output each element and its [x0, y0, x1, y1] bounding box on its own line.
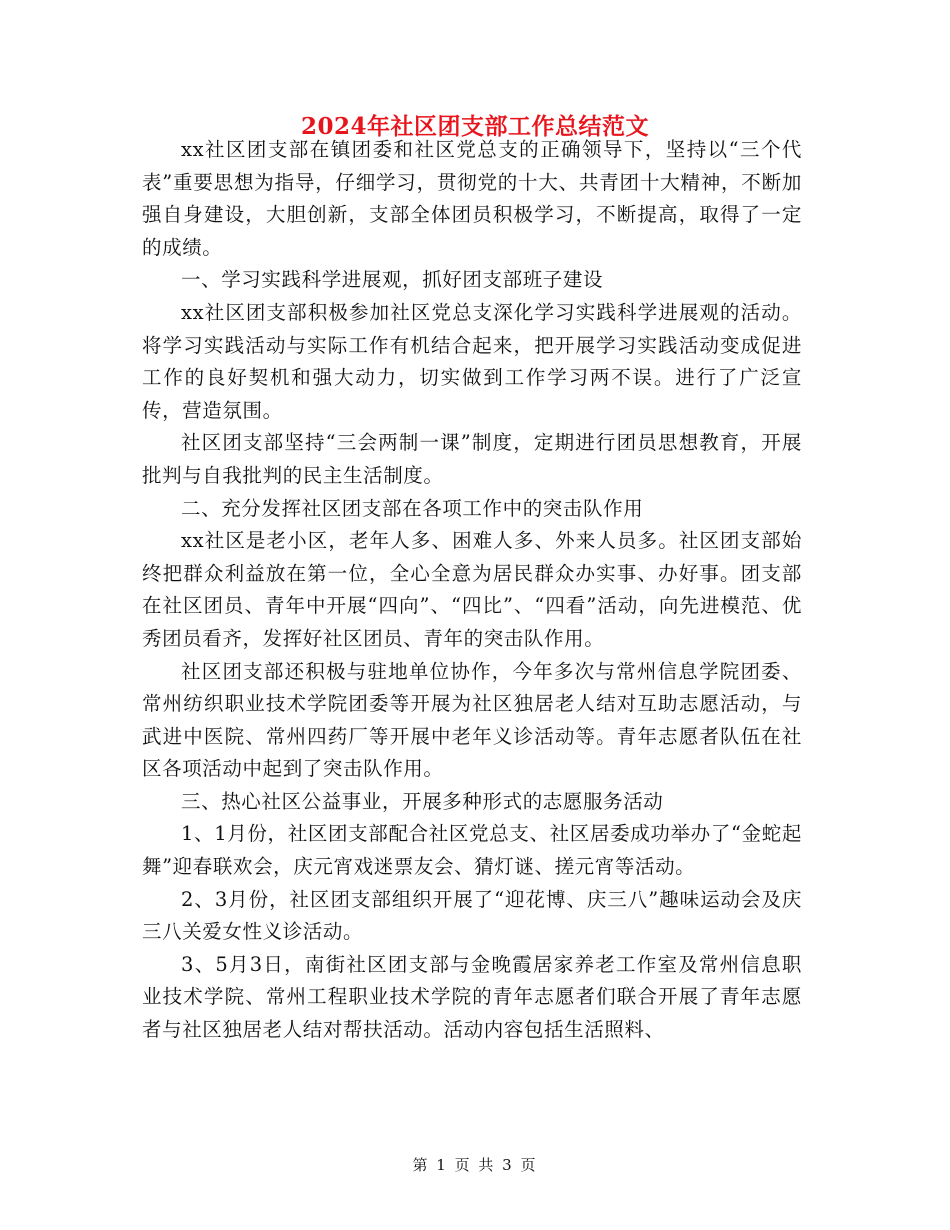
- document-body: [142, 134, 802, 1047]
- page-footer: 第 1 页 共 3 页: [412, 1156, 538, 1174]
- section-heading-1: 一、学习实践科学进展观，抓好团支部班子建设: [181, 268, 604, 292]
- paragraph-system: 社区团支部坚持“三会两制一课”制度，定期进行团员思想教育，开展批判与自我批判的民主生活制度。: [142, 431, 802, 487]
- list-item-3: 3、5月3日，南街社区团支部与金晚霞居家养老工作室及常州信息职业技术学院、常州工程职业技术学院的青年志愿者们联合开展了青年志愿者与社区独居老人结对帮扶活动。活动内容包括生活照料、: [142, 952, 802, 1042]
- list-item-1: 1、1月份，社区团支部配合社区党总支、社区居委成功举办了“金蛇起舞”迎春联欢会，庆元宵戏迷票友会、猜灯谜、搓元宵等活动。: [142, 822, 802, 879]
- section-heading-3: 三、热心社区公益事业，开展多种形式的志愿服务活动: [181, 789, 664, 813]
- list-item-2: 2、3月份，社区团支部组织开展了“迎花博、庆三八”趣味运动会及庆三八关爱女性义诊活动。: [142, 887, 802, 944]
- paragraph-cooperation: 社区团支部还积极与驻地单位协作，今年多次与常州信息学院团委、常州纺织职业技术学院团委等开展为社区独居老人结对互助志愿活动，与武进中医院、常州四药厂等开展中老年义诊活动等。青年志愿者队伍在社区各项活动中起到了突击队作用。: [142, 659, 802, 781]
- document-title: 2024年社区团支部工作总结范文: [300, 113, 649, 140]
- paragraph-community: xx社区是老小区，老年人多、困难人多、外来人员多。社区团支部始终把群众利益放在第一位，全心全意为居民群众办实事、办好事。团支部在社区团员、青年中开展“四向”、“四比”、“四看”活动，向先进模范、优秀团员看齐，发挥好社区团员、青年的突击队作用。: [142, 529, 802, 650]
- paragraph-study-practice: xx社区团支部积极参加社区党总支深化学习实践科学进展观的活动。将学习实践活动与实际工作有机结合起来，把开展学习实践活动变成促进工作的良好契机和强大动力，切实做到工作学习两不误。进行了广泛宣传，营造氛围。: [142, 300, 802, 422]
- section-heading-2: 二、充分发挥社区团支部在各项工作中的突击队作用: [181, 496, 644, 520]
- paragraph-intro: xx社区团支部在镇团委和社区党总支的正确领导下，坚持以“三个代表”重要思想为指导，仔细学习，贯彻党的十大、共青团十大精神，不断加强自身建设，大胆创新，支部全体团员积极学习，不断提高，取得了一定的成绩。: [142, 138, 802, 259]
